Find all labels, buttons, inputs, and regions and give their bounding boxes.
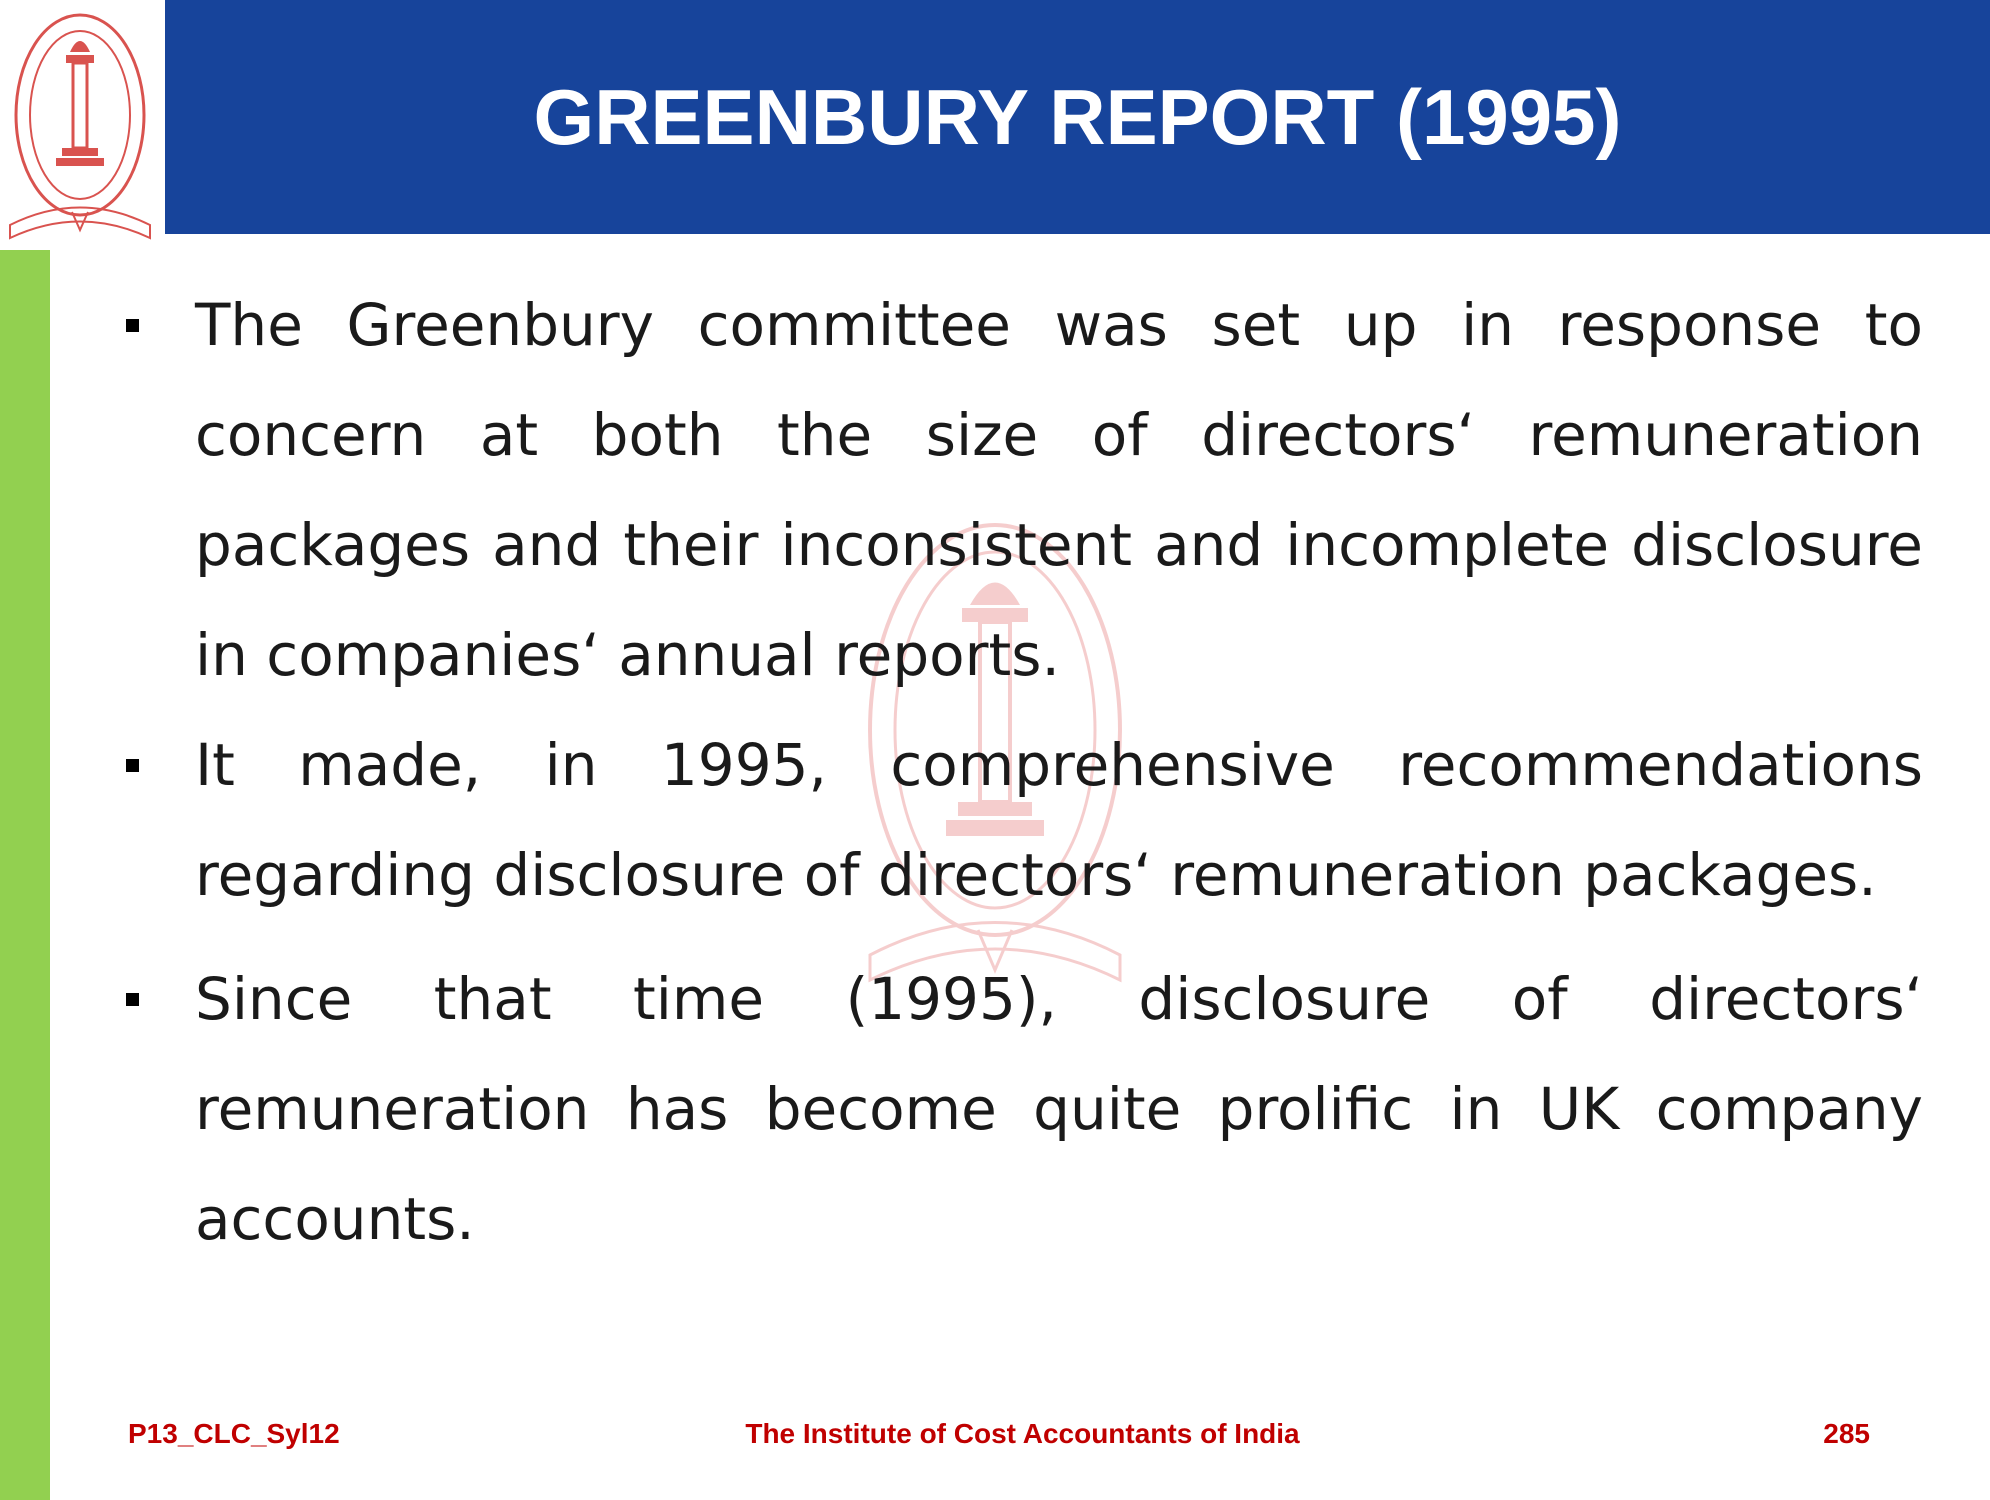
bullet-text: The Greenbury committee was set up in response to concern at both the size of directors‘ remuneration packages and their inconsistent and incomplete disclosure in companies‘ annual reports. xyxy=(195,291,1923,689)
institute-logo-icon xyxy=(0,0,165,250)
square-bullet-icon xyxy=(126,319,139,332)
side-accent-bar xyxy=(0,250,50,1500)
page-number: 285 xyxy=(1823,1418,1870,1449)
footer-code: P13_CLC_Syl12 xyxy=(128,1418,340,1449)
bullet-list xyxy=(120,270,1923,1274)
bullet-text: Since that time (1995), disclosure of directors‘ remuneration has become quite prolific in UK company accounts. xyxy=(195,965,1923,1253)
bullet-item xyxy=(120,944,1923,1274)
bullet-item xyxy=(120,710,1923,930)
square-bullet-icon xyxy=(126,759,139,772)
bullet-item xyxy=(120,270,1923,710)
slide-title: GREENBURY REPORT (1995) xyxy=(533,72,1622,161)
square-bullet-icon xyxy=(126,993,139,1006)
footer-organization: The Institute of Cost Accountants of India xyxy=(745,1418,1300,1449)
bullet-text: It made, in 1995, comprehensive recommendations regarding disclosure of directors‘ remuneration packages. xyxy=(195,731,1923,909)
